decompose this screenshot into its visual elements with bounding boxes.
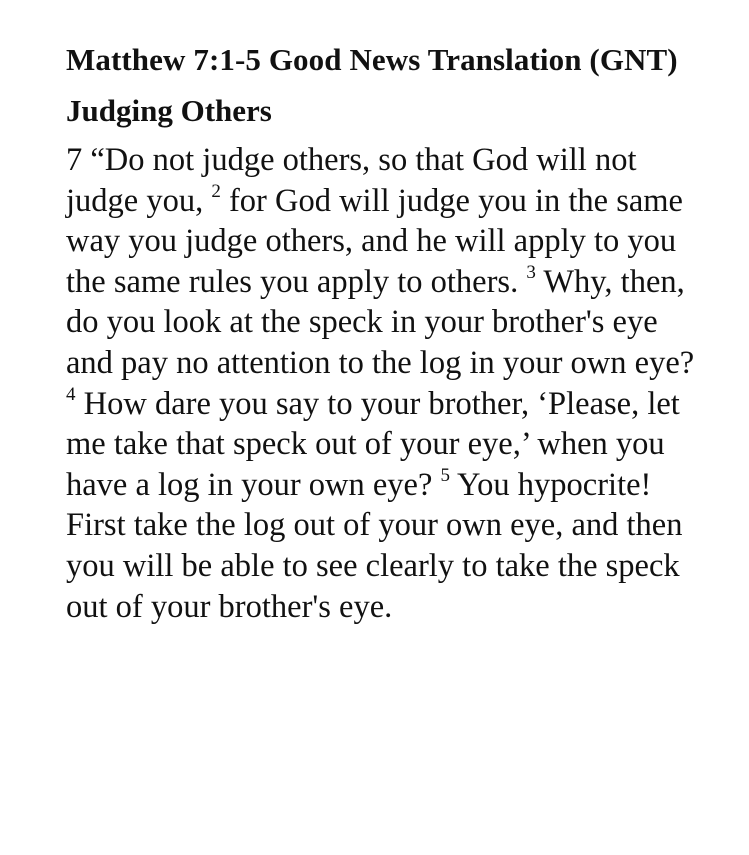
verse-number-4: 4 [66,383,76,405]
passage-text [66,140,698,627]
verse-number-5: 5 [440,465,451,487]
verse-text-2: for God will judge you in the same way you judge others, and he will apply to you the same rules you apply to others. [66,182,683,300]
verse-text-5: You hypocrite! First take the log out of your own eye, and then you will be able to see clearly to take the speck out of your brother's eye. [66,466,683,625]
section-heading: Judging Others [66,93,272,128]
verse-text-1: “Do not judge others, so that God will not judge you, [66,142,637,219]
verse-number-3: 3 [526,262,536,284]
verse-text-4: How dare you say to your brother, ‘Please, let me take that speck out of your eye,’ when you have a log in your own eye? [66,385,680,503]
verse-text-3: Why, then, do you look at the speck in your brother's eye and pay no attention to the log in your own eye? [66,263,695,381]
chapter-number: 7 [66,142,83,178]
document-page [66,38,706,627]
verse-number-2: 2 [211,180,221,202]
passage-title: Matthew 7:1-5 Good News Translation (GNT) [66,42,678,77]
